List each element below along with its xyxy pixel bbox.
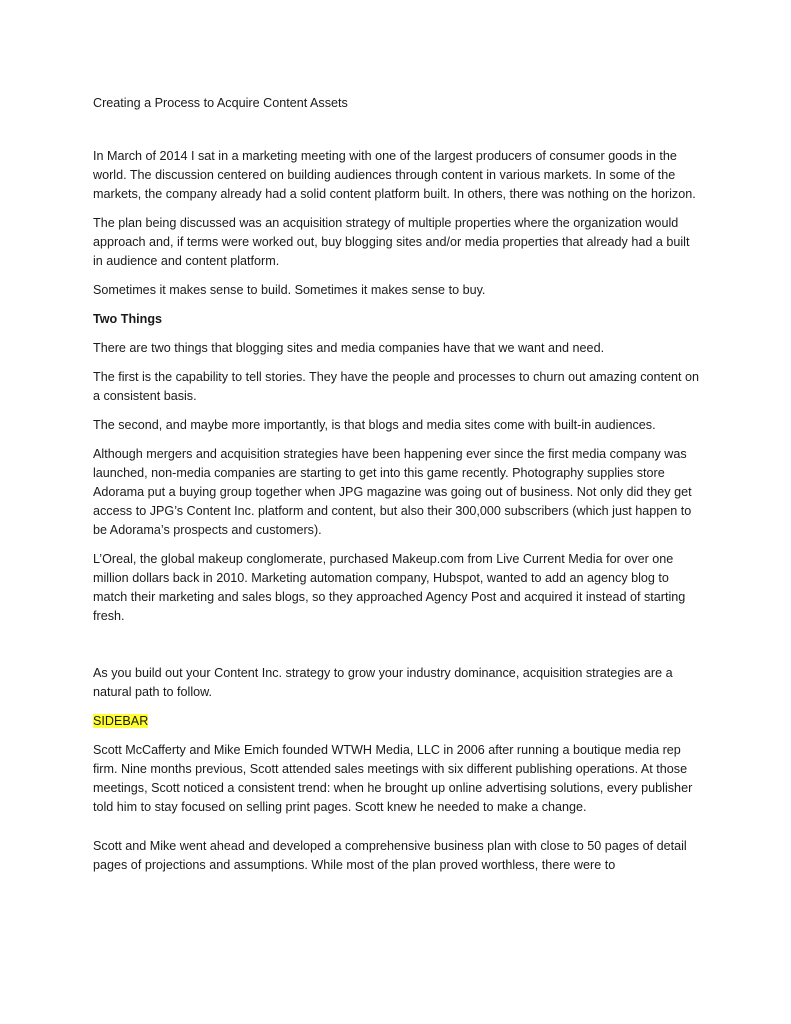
sidebar-label-highlight: SIDEBAR — [93, 714, 149, 728]
section-heading: Two Things — [93, 312, 163, 326]
paragraph-second-thing: The second, and maybe more importantly, is that blogs and media sites come with built-in audiences. — [93, 418, 656, 432]
sidebar-paragraph-business-plan: Scott and Mike went ahead and developed a comprehensive business plan with close to 50 pages of detail pages of projections and assumptions. While most of the plan proved worthless, there were to — [93, 839, 687, 872]
paragraph-closing: As you build out your Content Inc. strategy to grow your industry dominance, acquisition strategies are a natural path to follow. — [93, 666, 673, 699]
paragraph-first-thing: The first is the capability to tell stories. They have the people and processes to churn out amazing content on a consistent basis. — [93, 370, 700, 403]
sidebar-heading — [93, 712, 701, 731]
paragraph-loreal: L’Oreal, the global makeup conglomerate, purchased Makeup.com from Live Current Media for over one million dollars back in 2010. Marketing automation company, Hubspot, wanted to add an agency blog to match their marketing and sales blogs, so they approached Agency Post and acquired it instead of starting fresh. — [93, 552, 686, 623]
sidebar-paragraph-founding: Scott McCafferty and Mike Emich founded WTWH Media, LLC in 2006 after running a boutique media rep firm. Nine months previous, Scott attended sales meetings with six different publishing operations. At those meetings, Scott noticed a consistent trend: when he brought up online advertising solutions, every publisher told him to stay focused on selling print pages. Scott knew he needed to make a change. — [93, 743, 693, 814]
paragraph-intro: In March of 2014 I sat in a marketing meeting with one of the largest producers of consumer goods in the world. The discussion centered on building audiences through content in various markets. In some of the markets, the company already had a solid content platform built. In others, there was nothing on the horizon. — [93, 149, 696, 201]
paragraph-build-or-buy: Sometimes it makes sense to build. Sometimes it makes sense to buy. — [93, 283, 486, 297]
document-page — [93, 94, 701, 895]
document-title: Creating a Process to Acquire Content Assets — [93, 96, 348, 110]
paragraph-plan: The plan being discussed was an acquisition strategy of multiple properties where the organization would approach and, if terms were worked out, buy blogging sites and/or media properties that already had a built in audience and content platform. — [93, 216, 690, 268]
paragraph-adorama: Although mergers and acquisition strategies have been happening ever since the first media company was launched, non-media companies are starting to get into this game recently. Photography supplies store Adorama put a buying group together when JPG magazine was going out of business. Not only did they get access to JPG’s Content Inc. platform and content, but also their 300,000 subscribers (which just happen to be Adorama’s prospects and customers). — [93, 447, 692, 537]
paragraph-two-things: There are two things that blogging sites and media companies have that we want and need. — [93, 341, 605, 355]
